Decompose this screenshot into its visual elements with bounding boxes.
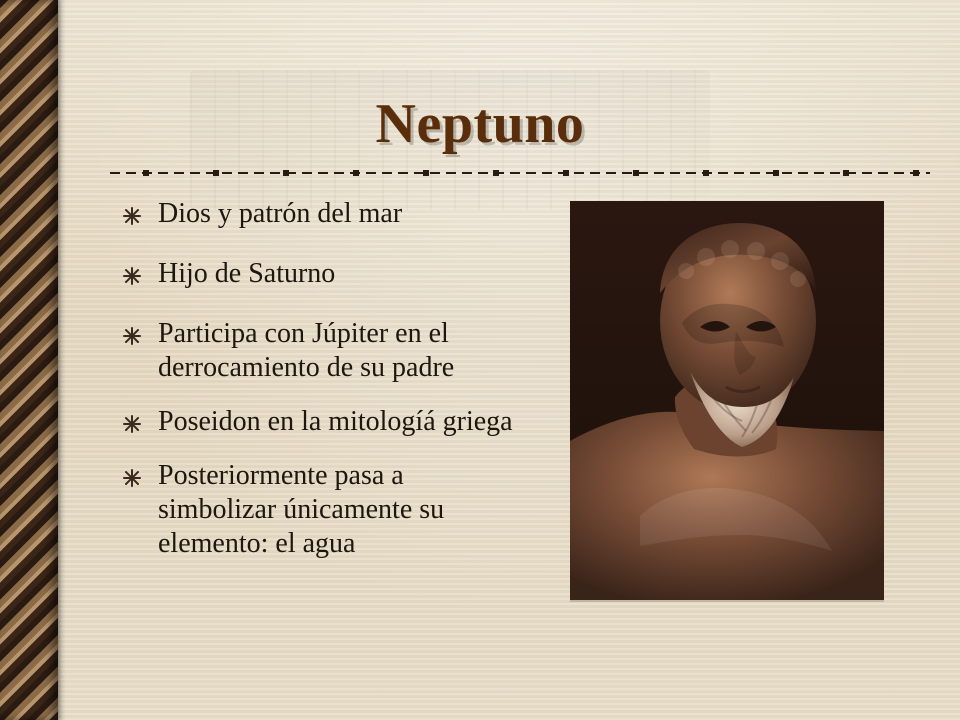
star-asterisk-icon xyxy=(122,414,142,434)
statue-illustration xyxy=(570,201,884,600)
bullet-text: Hijo de Saturno xyxy=(158,258,336,289)
slide-title: Neptuno xyxy=(375,93,585,155)
square-marker-icon xyxy=(213,170,219,176)
square-marker-icon xyxy=(703,170,709,176)
square-marker-icon xyxy=(843,170,849,176)
square-marker-icon xyxy=(913,170,919,176)
square-marker-icon xyxy=(493,170,499,176)
bullet-text: Posteriormente pasa a simbolizar únicamente su elemento: el agua xyxy=(158,460,445,559)
bullet-text: Participa con Júpiter en el derrocamiento de su padre xyxy=(158,318,455,383)
square-marker-icon xyxy=(633,170,639,176)
neptune-statue-image xyxy=(570,201,884,600)
square-marker-icon xyxy=(563,170,569,176)
star-asterisk-icon xyxy=(122,468,142,488)
bullet-item xyxy=(120,197,520,231)
bullet-text: Dios y patrón del mar xyxy=(158,198,403,229)
bullet-item xyxy=(120,459,520,561)
square-marker-icon xyxy=(423,170,429,176)
square-marker-icon xyxy=(353,170,359,176)
square-marker-icon xyxy=(143,170,149,176)
bullet-list xyxy=(120,197,520,587)
star-asterisk-icon xyxy=(122,266,142,286)
square-marker-icon xyxy=(773,170,779,176)
title-divider xyxy=(110,168,930,178)
bullet-item xyxy=(120,405,520,439)
bullet-item xyxy=(120,317,520,385)
square-marker-icon xyxy=(283,170,289,176)
star-asterisk-icon xyxy=(122,326,142,346)
bullet-item xyxy=(120,257,520,291)
bullet-text: Poseidon en la mitologíá griega xyxy=(158,406,513,437)
star-asterisk-icon xyxy=(122,206,142,226)
